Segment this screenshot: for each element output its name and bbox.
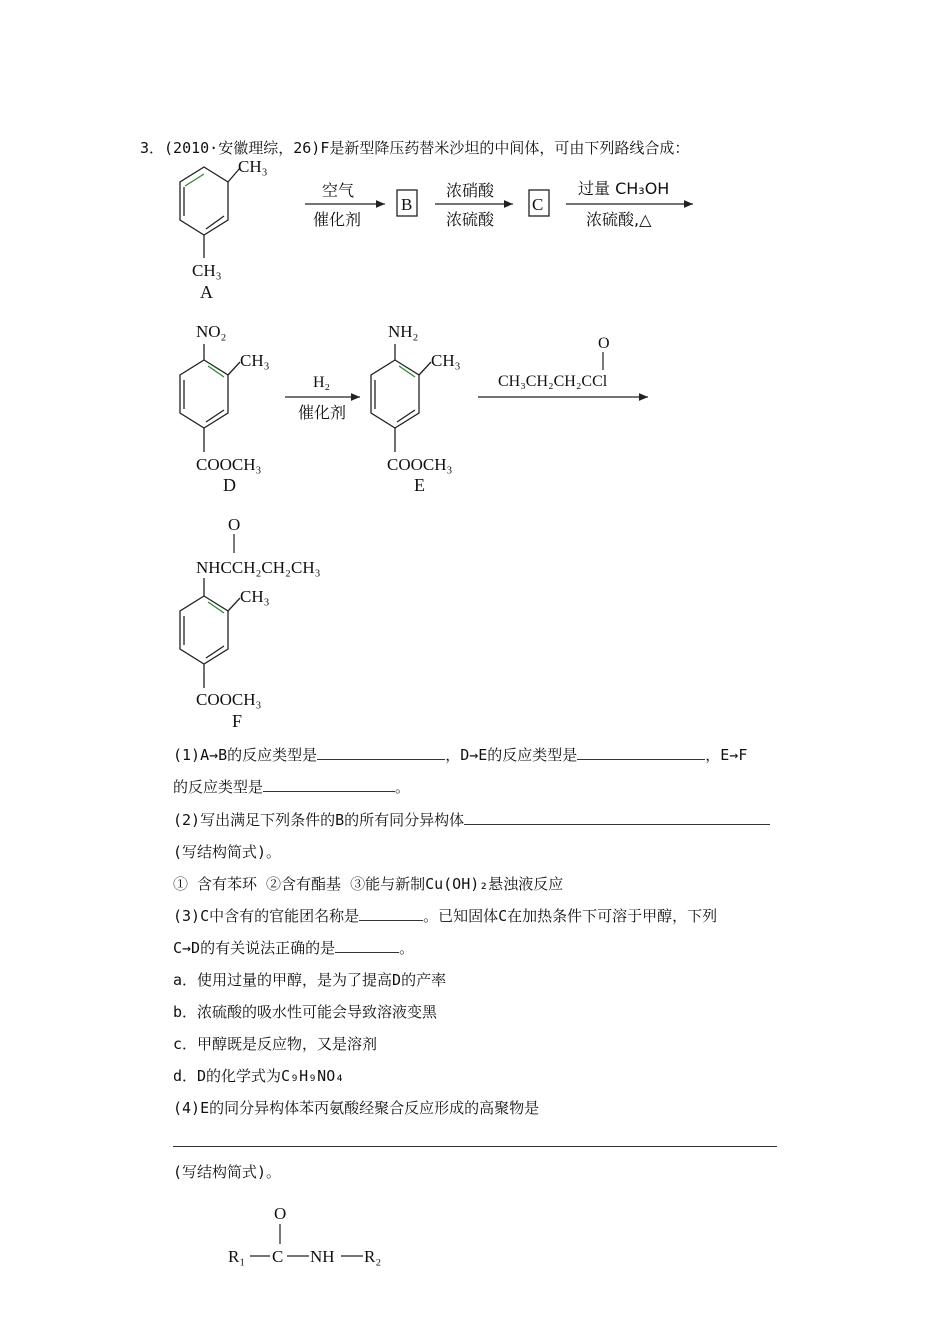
f-cooch3: COOCH₃ <box>196 690 262 709</box>
option-b: b．浓硫酸的吸水性可能会导致溶液变黑 <box>173 1003 438 1021</box>
answer-blank-6[interactable] <box>335 938 399 953</box>
step2-top: 浓硝酸 <box>446 181 495 200</box>
part1-text-a: (1)A→B的反应类型是 <box>173 746 318 764</box>
part1-text-d: 的反应类型是 <box>173 778 264 796</box>
step1-top: 空气 <box>322 181 355 200</box>
part1-line2 <box>173 777 410 797</box>
compound-e-ring <box>371 344 431 452</box>
answer-blank-1[interactable] <box>317 745 445 760</box>
amide-r2: R₂ <box>364 1247 382 1266</box>
label-f: F <box>232 711 243 731</box>
label-a: A <box>200 282 213 302</box>
part3-line1 <box>173 906 717 926</box>
part2-conditions: ① 含有苯环 ②含有酯基 ③能与新制Cu(OH)₂悬浊液反应 <box>173 875 564 893</box>
d-ch3: CH₃ <box>240 351 270 370</box>
step4-bottom: 催化剂 <box>298 403 347 422</box>
part2-text: (2)写出满足下列条件的B的所有同分异构体 <box>173 811 465 829</box>
step2-bottom: 浓硫酸 <box>446 210 495 229</box>
part2-line2: (写结构简式)。 <box>173 843 282 861</box>
question-source: (2010·安徽理综，26) <box>164 139 321 157</box>
question-number: 3． <box>140 139 165 157</box>
part3-line2 <box>173 938 414 958</box>
part3-text-b: 。已知固体C在加热条件下可溶于甲醇，下列 <box>423 907 718 925</box>
part2-line1 <box>173 810 770 830</box>
answer-blank-4[interactable] <box>464 810 770 825</box>
amide-nh: NH <box>310 1247 335 1266</box>
amide-o: O <box>274 1204 287 1223</box>
amide-r1: R₁ <box>228 1247 246 1266</box>
label-e: E <box>414 475 425 495</box>
f-o: O <box>228 515 241 534</box>
part3-text-a: (3)C中含有的官能团名称是 <box>173 907 360 925</box>
part4-line1: (4)E的同分异构体苯丙氨酸经聚合反应形成的高聚物是 <box>173 1099 540 1117</box>
step4-top: H₂ <box>313 374 331 391</box>
step3-bottom: 浓硫酸,△ <box>586 210 652 229</box>
answer-blank-3[interactable] <box>263 777 395 792</box>
answer-blank-5[interactable] <box>359 906 423 921</box>
step3-top: 过量 CH₃OH <box>578 179 670 198</box>
e-nh2: NH₂ <box>388 322 419 341</box>
option-c: c．甲醇既是反应物，又是溶剂 <box>173 1035 378 1053</box>
d-no2: NO₂ <box>196 322 227 341</box>
answer-blank-2[interactable] <box>577 745 705 760</box>
part1-line1 <box>173 745 747 765</box>
part3-text-c: C→D的有关说法正确的是 <box>173 939 336 957</box>
label-c: C <box>532 195 544 214</box>
question-stem: F是新型降压药替米沙坦的中间体，可由下列路线合成： <box>320 139 690 157</box>
f-chain: NHCCH₂CH₂CH₃ <box>196 558 321 577</box>
step1-bottom: 催化剂 <box>313 210 362 229</box>
step5-o: O <box>598 335 610 352</box>
a-ch3-top: CH₃ <box>238 157 268 176</box>
compound-d-ring <box>180 344 240 452</box>
step5-top: CH₃CH₂CH₂CCl <box>498 373 608 390</box>
compound-f-ring <box>180 578 240 688</box>
option-d: d．D的化学式为C₉H₉NO₄ <box>173 1067 345 1085</box>
e-cooch3: COOCH₃ <box>387 455 453 474</box>
part1-text-e: 。 <box>395 778 411 796</box>
answer-blank-7[interactable] <box>173 1146 777 1147</box>
e-ch3: CH₃ <box>431 351 461 370</box>
a-ch3-bottom: CH₃ <box>192 261 222 280</box>
label-b: B <box>401 195 413 214</box>
part4-line3: (写结构简式)。 <box>173 1163 282 1181</box>
part1-text-b: ，D→E的反应类型是 <box>445 746 578 764</box>
f-ch3: CH₃ <box>240 587 270 606</box>
d-cooch3: COOCH₃ <box>196 455 262 474</box>
label-d: D <box>223 475 236 495</box>
amide-c: C <box>272 1247 284 1266</box>
part1-text-c: ，E→F <box>705 746 748 764</box>
option-a: a．使用过量的甲醇，是为了提高D的产率 <box>173 971 447 989</box>
part3-text-d: 。 <box>399 939 415 957</box>
compound-a-ring <box>180 167 240 258</box>
amide-structure <box>220 1200 420 1280</box>
